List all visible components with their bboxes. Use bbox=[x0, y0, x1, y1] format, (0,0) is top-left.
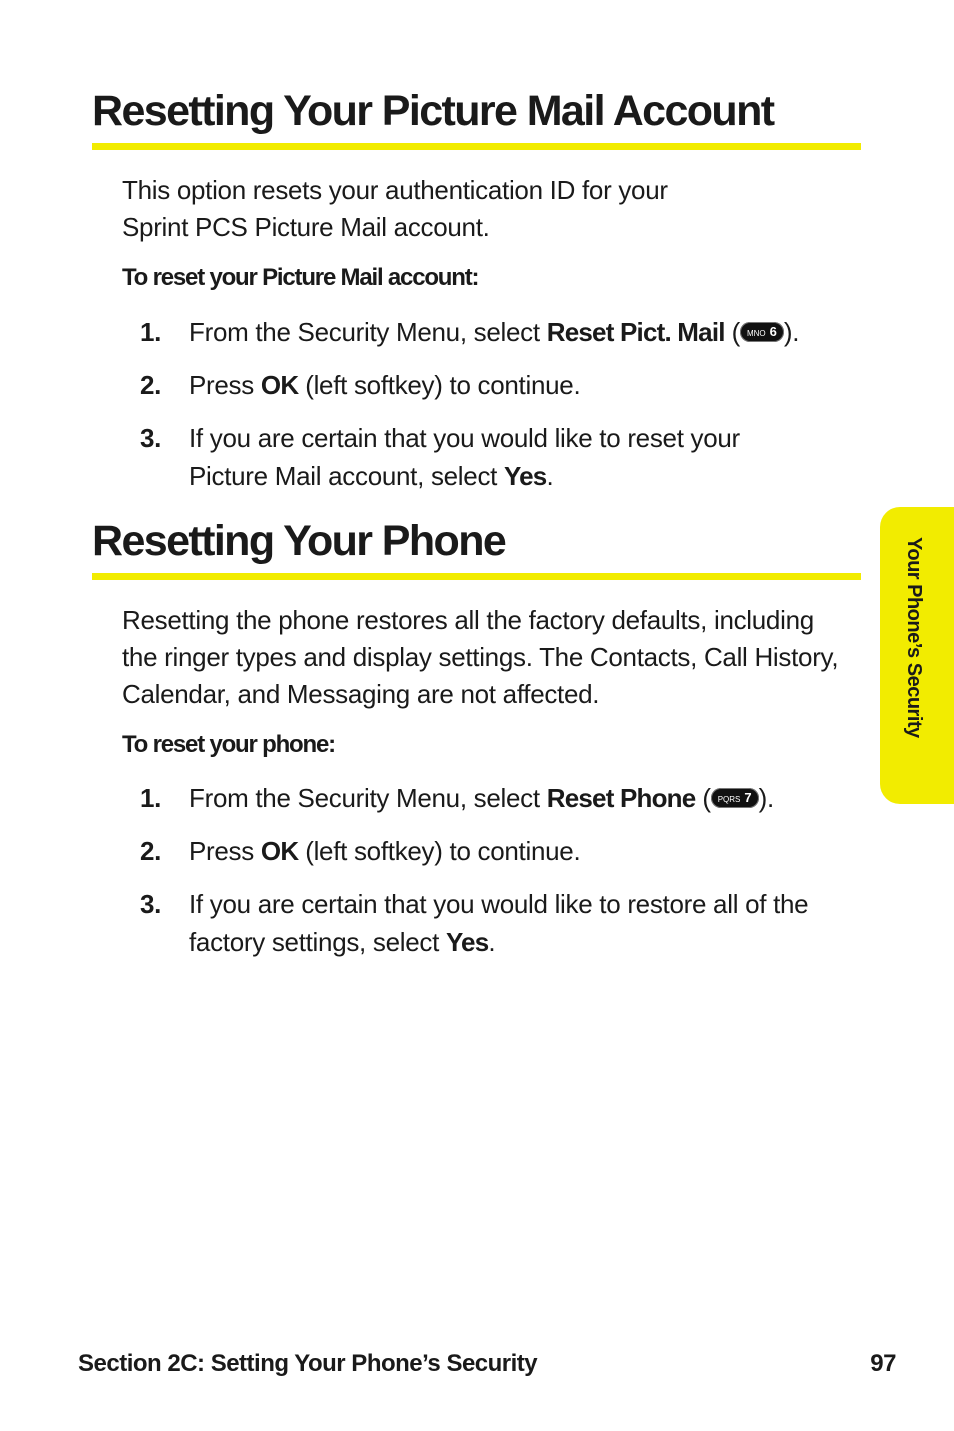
step-text-part: ). bbox=[758, 783, 774, 813]
menu-option: Reset Phone bbox=[546, 783, 696, 813]
intro-line: Resetting the phone restores all the factory defaults, including bbox=[122, 605, 814, 635]
softkey-label: OK bbox=[260, 370, 299, 400]
step-item bbox=[140, 419, 865, 495]
step-text-part: ( bbox=[695, 783, 711, 813]
section-title-reset-phone: Resetting Your Phone bbox=[92, 517, 506, 565]
title-rule bbox=[92, 573, 861, 580]
softkey-label: OK bbox=[260, 836, 299, 866]
step-item bbox=[140, 313, 865, 351]
intro-paragraph bbox=[122, 602, 867, 713]
step-number: 2. bbox=[140, 836, 162, 866]
step-item bbox=[140, 885, 865, 961]
step-text-part: . bbox=[488, 927, 496, 957]
step-text-part: (left softkey) to continue. bbox=[298, 370, 581, 400]
step-text-part: Picture Mail account, select bbox=[189, 461, 504, 491]
key-letters: PQRS bbox=[717, 795, 741, 805]
subheading: To reset your Picture Mail account: bbox=[122, 264, 479, 291]
title-rule bbox=[92, 143, 861, 150]
intro-paragraph bbox=[122, 172, 867, 246]
menu-option: Reset Pict. Mail bbox=[546, 317, 725, 347]
step-text-part: . bbox=[546, 461, 554, 491]
step-number: 1. bbox=[140, 317, 162, 347]
step-item bbox=[140, 779, 865, 817]
step-text-part: ( bbox=[724, 317, 740, 347]
intro-line: Calendar, and Messaging are not affected. bbox=[122, 679, 600, 709]
page-number: 97 bbox=[870, 1350, 896, 1377]
chapter-side-tab-label: Your Phone’s Security bbox=[903, 537, 925, 738]
intro-line: the ringer types and display settings. The Contacts, Call History, bbox=[122, 642, 839, 672]
key-digit: 6 bbox=[769, 324, 777, 340]
subheading: To reset your phone: bbox=[122, 731, 335, 758]
footer-section-title: Section 2C: Setting Your Phone’s Security bbox=[78, 1350, 538, 1377]
key-digit: 7 bbox=[744, 790, 752, 806]
key-letters: MNO bbox=[746, 329, 766, 339]
step-number: 3. bbox=[140, 423, 162, 453]
step-text-part: ). bbox=[783, 317, 800, 347]
step-number: 2. bbox=[140, 370, 162, 400]
step-text bbox=[189, 832, 865, 870]
step-text-part: Press bbox=[189, 836, 261, 866]
step-number: 1. bbox=[140, 783, 162, 813]
step-text-part: (left softkey) to continue. bbox=[298, 836, 581, 866]
chapter-side-tab bbox=[880, 507, 954, 804]
key-7-icon bbox=[711, 788, 759, 808]
step-text bbox=[189, 885, 865, 961]
step-text-part: factory settings, select bbox=[189, 927, 446, 957]
step-text-part: From the Security Menu, select bbox=[189, 317, 547, 347]
step-text-part: Press bbox=[189, 370, 261, 400]
intro-line: This option resets your authentication ID for your bbox=[122, 175, 668, 205]
step-text bbox=[189, 366, 865, 404]
step-text-part: If you are certain that you would like to restore all of the bbox=[189, 889, 809, 919]
step-item bbox=[140, 366, 865, 404]
step-item bbox=[140, 832, 865, 870]
intro-line: Sprint PCS Picture Mail account. bbox=[122, 212, 490, 242]
section-title-picture-mail: Resetting Your Picture Mail Account bbox=[92, 87, 774, 135]
option-label: Yes bbox=[445, 927, 489, 957]
option-label: Yes bbox=[504, 461, 547, 491]
step-number: 3. bbox=[140, 889, 162, 919]
key-6-icon bbox=[740, 322, 784, 342]
step-text-part: From the Security Menu, select bbox=[189, 783, 547, 813]
step-text bbox=[189, 779, 865, 817]
step-text bbox=[189, 419, 865, 495]
step-text-part: If you are certain that you would like to reset your bbox=[189, 423, 740, 453]
step-text bbox=[189, 313, 865, 351]
